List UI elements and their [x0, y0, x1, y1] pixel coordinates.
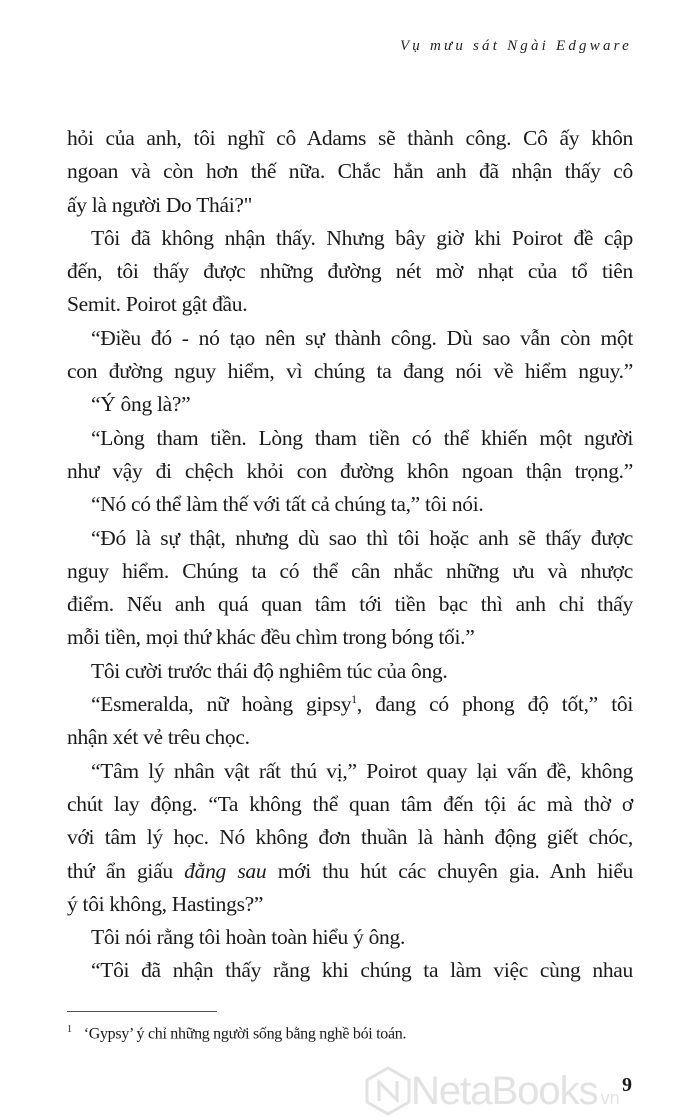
text-line	[67, 888, 633, 921]
text-segment: ngoan và còn hơn thế nữa. Chắc hẳn anh đã nhận thấy cô	[67, 159, 633, 184]
text-segment: đến, tôi thấy được những đường nét mờ nhạt của tổ tiên	[67, 259, 633, 284]
text-segment: , đang có phong độ tốt,” tôi	[356, 692, 634, 717]
text-line	[67, 155, 633, 188]
text-line	[67, 655, 633, 688]
text-line	[67, 288, 633, 321]
body-text	[67, 122, 633, 988]
text-segment: “Ý ông là?”	[91, 392, 191, 417]
text-line	[67, 855, 633, 888]
text-line	[67, 122, 633, 155]
text-segment: “Tâm lý nhân vật rất thú vị,” Poirot quay lại vấn đề, không	[91, 758, 633, 783]
text-line	[67, 921, 633, 954]
running-header: Vụ mưu sát Ngài Edgware	[399, 38, 632, 54]
netabooks-logo-icon	[365, 1066, 411, 1116]
footnote-number: 1	[67, 1024, 72, 1035]
text-line	[67, 422, 633, 455]
text-segment: ấy là người Do Thái?"	[67, 192, 253, 217]
text-segment: nhận xét vẻ trêu chọc.	[67, 725, 250, 750]
text-line	[67, 455, 633, 488]
text-segment: “Đó là sự thật, nhưng dù sao thì tôi hoặc anh sẽ thấy được	[91, 525, 633, 550]
text-segment: thứ ẩn giấu	[67, 858, 185, 883]
watermark-brand: NetaBooks	[411, 1068, 598, 1113]
text-segment: điểm. Nếu anh quá quan tâm tới tiền bạc thì anh chỉ thấy	[67, 592, 633, 617]
text-line	[67, 522, 633, 555]
page-number: 9	[622, 1074, 632, 1096]
text-segment: với tâm lý học. Nó không đơn thuần là hành động giết chóc,	[67, 825, 633, 850]
text-segment: Tôi đã không nhận thấy. Nhưng bây giờ khi Poirot đề cập	[91, 225, 633, 250]
text-line	[67, 555, 633, 588]
footnote-ref: 1	[351, 691, 357, 706]
text-segment: ý tôi không, Hastings?”	[67, 891, 264, 916]
text-segment: “Esmeralda, nữ hoàng gipsy	[91, 692, 352, 717]
text-segment: mỗi tiền, mọi thứ khác đều chìm trong bóng tối.”	[67, 625, 475, 650]
text-line	[67, 222, 633, 255]
text-segment: “Tôi đã nhận thấy rằng khi chúng ta làm việc cùng nhau	[91, 958, 633, 983]
text-line	[67, 954, 633, 987]
text-line	[67, 322, 633, 355]
text-line	[67, 388, 633, 421]
footnote	[67, 1024, 406, 1043]
text-segment: chút lay động. “Ta không thể quan tâm đến tội ác mà thờ ơ	[67, 791, 633, 816]
text-line	[67, 189, 633, 222]
footnote-divider	[67, 1011, 217, 1012]
text-segment: “Lòng tham tiền. Lòng tham tiền có thể khiến một người	[91, 425, 633, 450]
text-segment: nguy hiểm. Chúng ta có thể cân nhắc những ưu và nhược	[67, 558, 633, 583]
text-line	[67, 588, 633, 621]
text-line	[67, 788, 633, 821]
watermark-logo	[365, 1066, 620, 1116]
text-segment: mới thu hút các chuyên gia. Anh hiểu	[266, 858, 634, 883]
text-segment: Tôi nói rằng tôi hoàn toàn hiểu ý ông.	[91, 925, 406, 950]
text-line	[67, 355, 633, 388]
text-segment: Semit. Poirot gật đầu.	[67, 292, 248, 317]
text-segment: “Nó có thể làm thế với tất cả chúng ta,” tôi nói.	[91, 492, 484, 517]
text-line	[67, 755, 633, 788]
text-segment: “Điều đó - nó tạo nên sự thành công. Dù sao vẫn còn một	[91, 325, 633, 350]
emphasis-text: đằng sau	[184, 858, 267, 883]
text-line	[67, 621, 633, 654]
text-segment: như vậy đi chệch khỏi con đường khôn ngoan thận trọng.”	[67, 458, 633, 483]
text-line	[67, 688, 633, 721]
text-line	[67, 821, 633, 854]
text-segment: hỏi của anh, tôi nghĩ cô Adams sẽ thành công. Cô ấy khôn	[67, 126, 633, 150]
text-segment: Tôi cười trước thái độ nghiêm túc của ông.	[91, 658, 448, 683]
watermark-suffix: vn	[600, 1087, 620, 1108]
text-segment: con đường nguy hiểm, vì chúng ta đang nói về hiểm nguy.”	[67, 359, 633, 384]
text-line	[67, 721, 633, 754]
footnote-text: ‘Gypsy’ ý chỉ những người sống bằng nghề bói toán.	[83, 1025, 407, 1043]
text-line	[67, 255, 633, 288]
text-line	[67, 488, 633, 521]
